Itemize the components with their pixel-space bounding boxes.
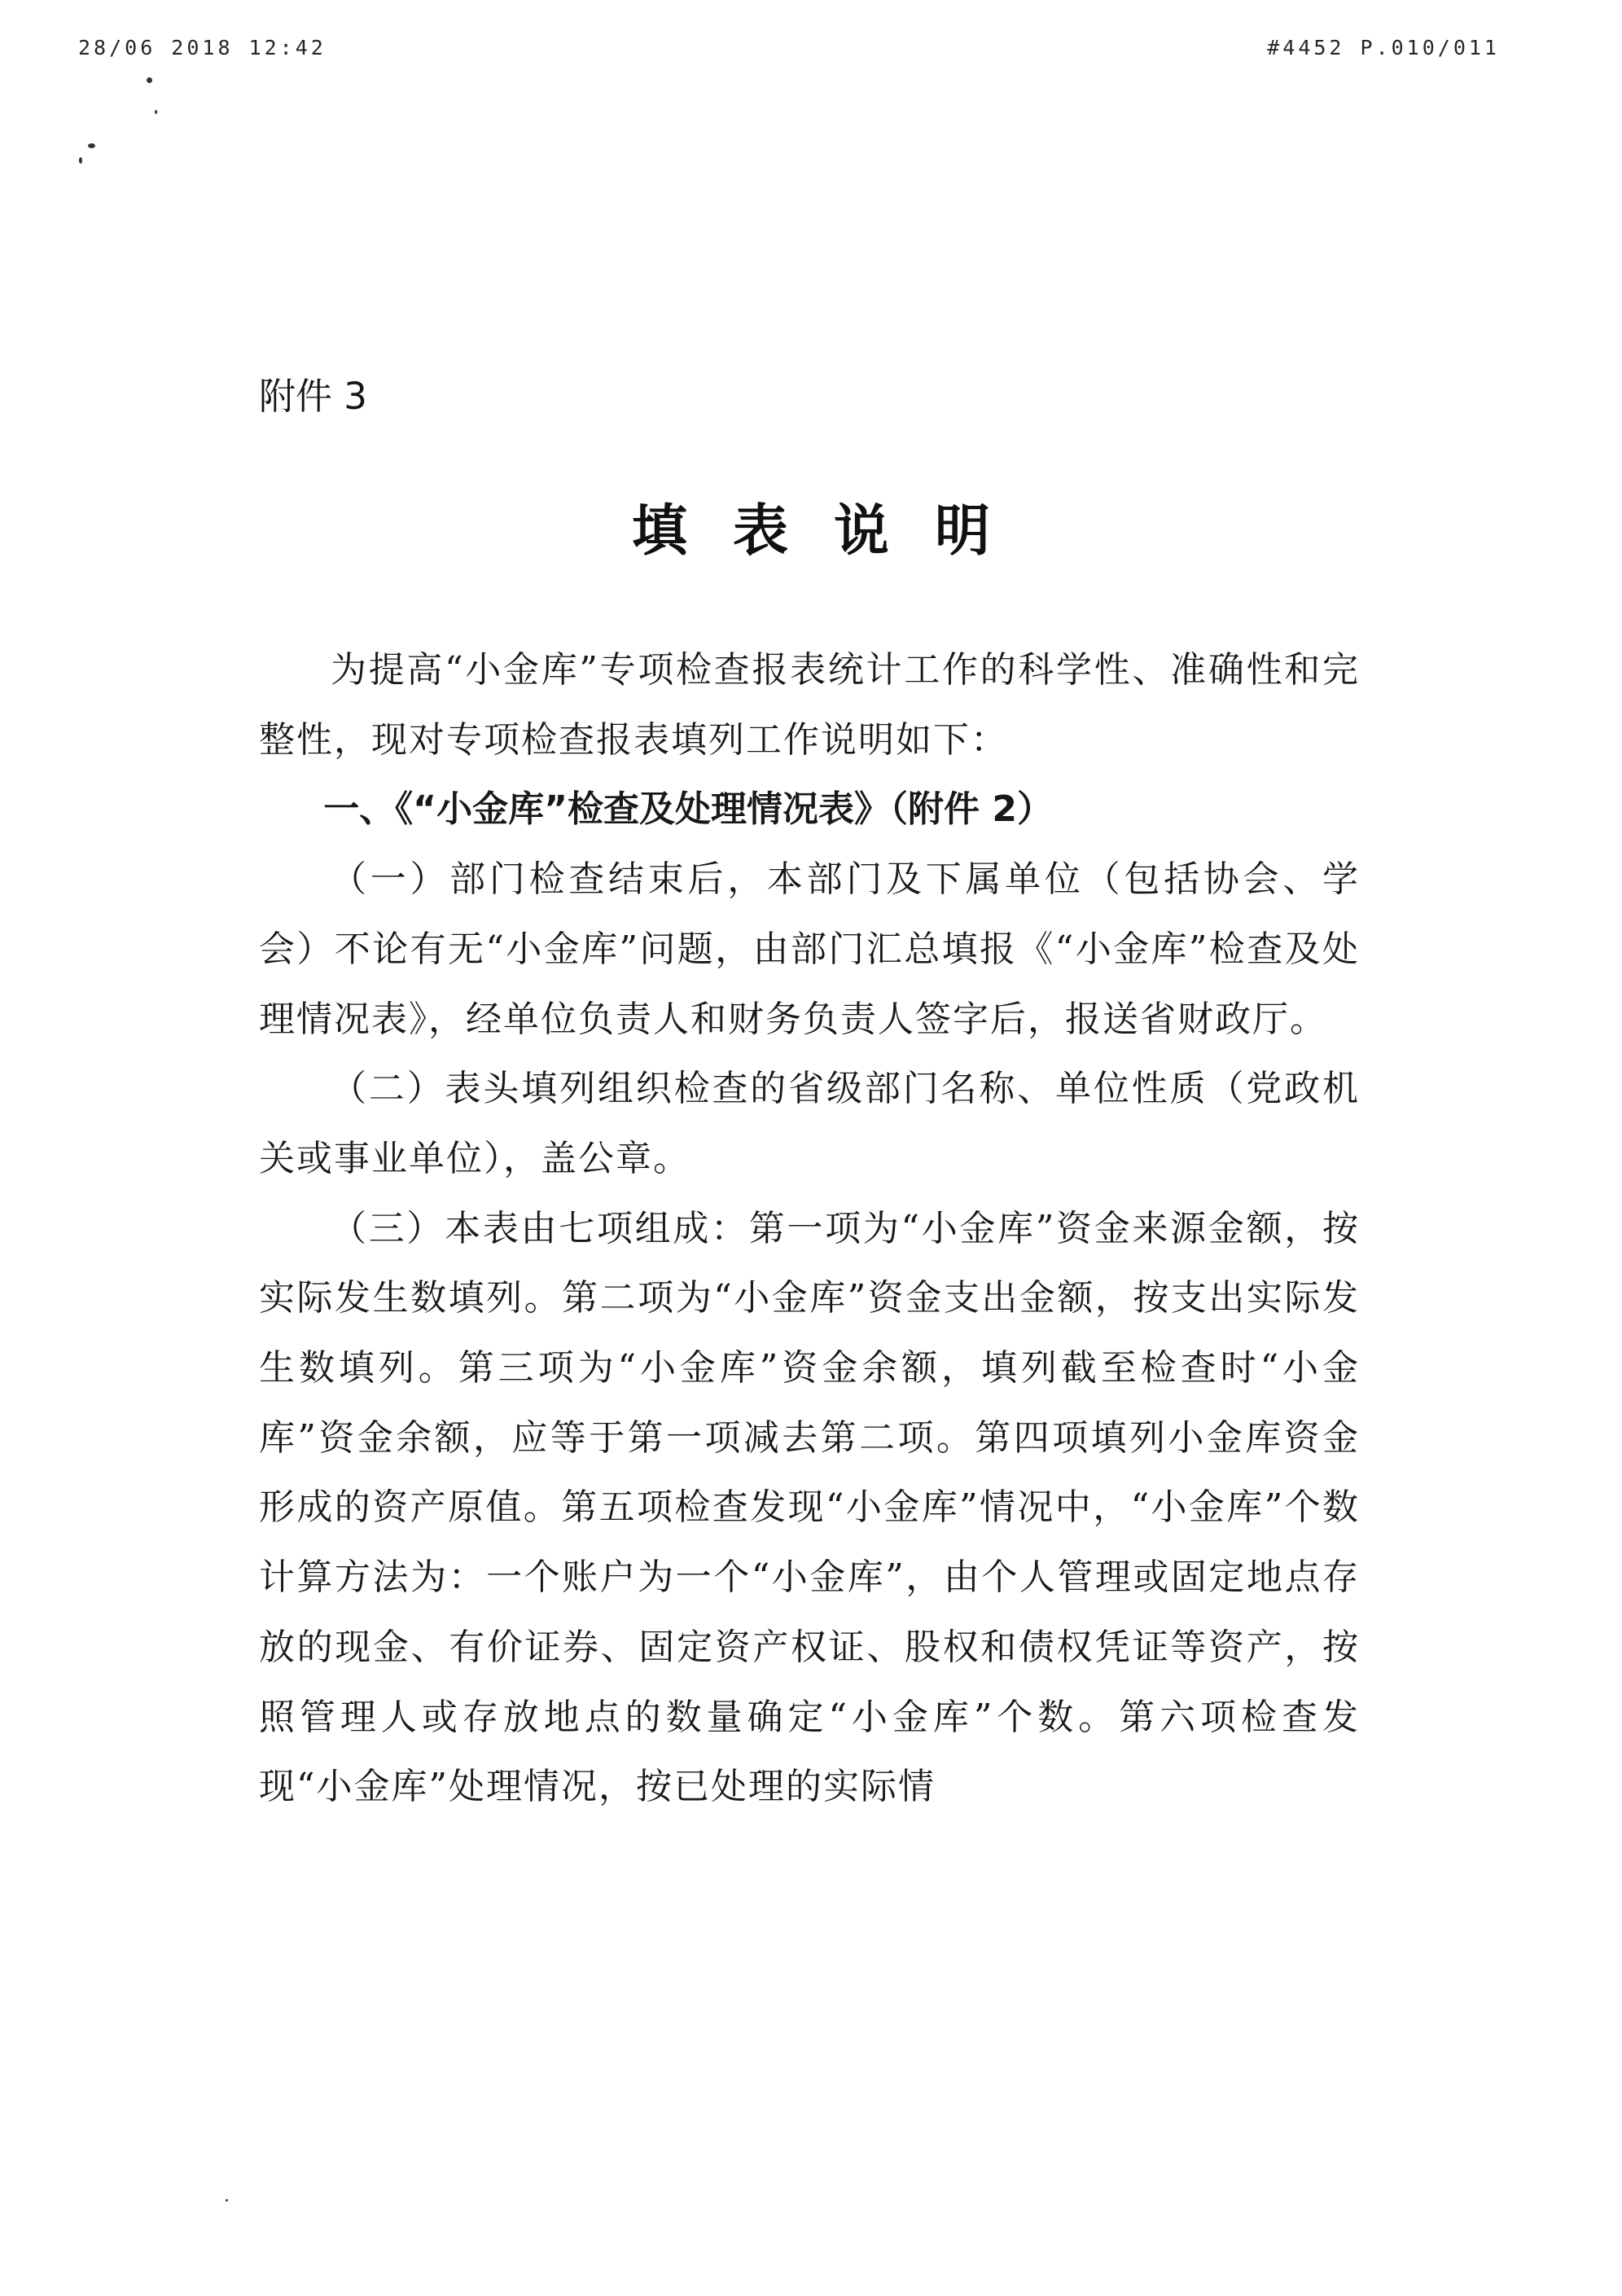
scan-speck	[226, 2199, 228, 2202]
scan-speck	[79, 157, 82, 164]
fax-page-reference: #4452 P.010/011	[1267, 36, 1500, 59]
scan-speck	[88, 143, 95, 148]
scan-speck	[155, 110, 157, 114]
body-paragraph: （三）本表由七项组成：第一项为“小金库”资金来源金额，按实际发生数填列。第二项为“小金库”资金支出金额，按支出实际发生数填列。第三项为“小金库”资金余额，填列截至检查时“小金库”资金余额，应等于第一项减去第二项。第四项填列小金库资金形成的资产原值。第五项检查发现“小金库”情况中，“小金库”个数计算方法为：一个账户为一个“小金库”，由个人管理或固定地点存放的现金、有价证券、固定资产权证、股权和债权凭证等资产，按照管理人或存放地点的数量确定“小金库”个数。第六项检查发现“小金库”处理情况，按已处理的实际情	[259, 1207, 1360, 1808]
fax-timestamp: 28/06 2018 12:42	[78, 36, 327, 59]
intro-paragraph: 为提高“小金库”专项检查报表统计工作的科学性、准确性和完整性，现对专项检查报表填列工作说明如下：	[259, 649, 1360, 761]
attachment-label: 附件 3	[259, 375, 367, 418]
body-paragraph: （一）部门检查结束后，本部门及下属单位（包括协会、学会）不论有无“小金库”问题，由部门汇总填报《“小金库”检查及处理情况表》，经单位负责人和财务负责人签字后，报送省财政厅。	[259, 858, 1360, 1040]
document-body	[259, 635, 1360, 1822]
document-title: 填表说明	[631, 498, 1036, 564]
scan-speck	[147, 77, 152, 83]
body-paragraph: （二）表头填列组织检查的省级部门名称、单位性质（党政机关或事业单位），盖公章。	[259, 1068, 1360, 1179]
section-heading: 一、《“小金库”检查及处理情况表》（附件 2）	[323, 788, 1053, 831]
